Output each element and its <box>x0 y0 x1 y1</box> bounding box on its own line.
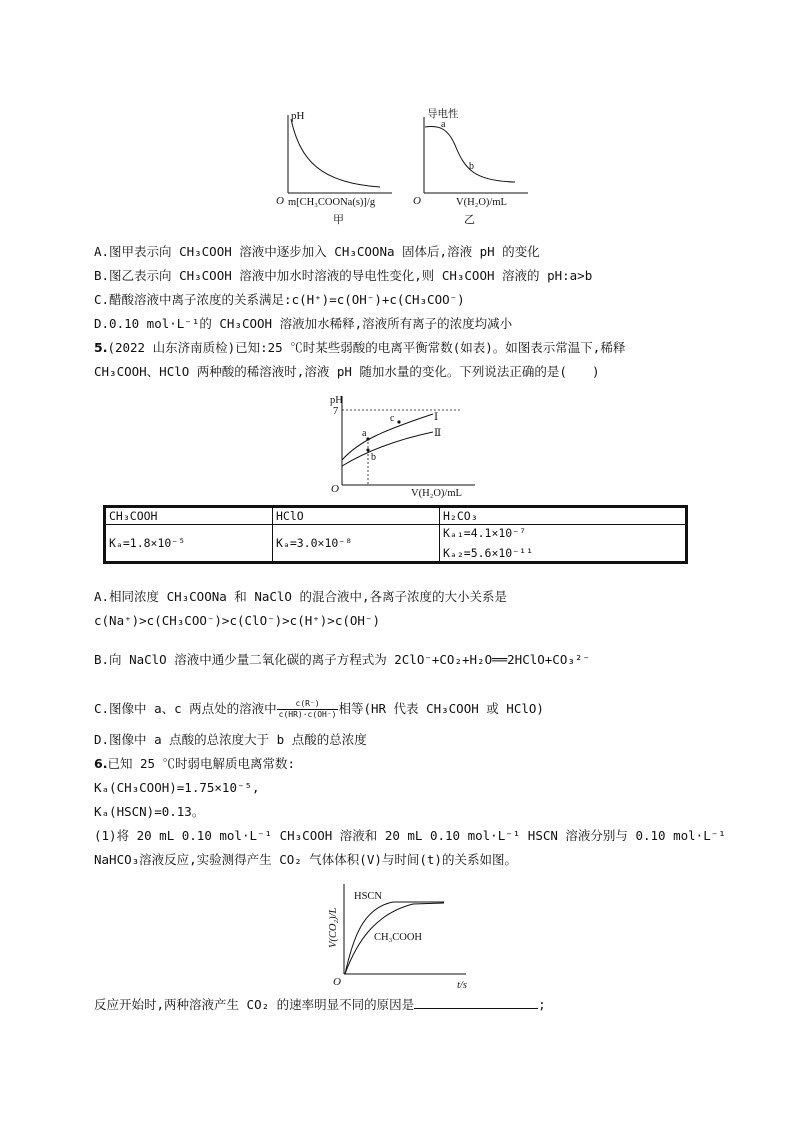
q6-question: 反应开始时,两种溶液产生 CO₂ 的速率明显不同的原因是 <box>94 997 415 1012</box>
jia-ylabel: pH <box>291 110 305 122</box>
q6-part1-line2: NaHCO₃溶液反应,实验测得产生 CO₂ 气体体积(V)与时间(t)的关系如图。 <box>94 852 517 867</box>
point-b <box>366 448 369 451</box>
curve-1 <box>342 414 433 460</box>
q5-curve-2-label: Ⅱ <box>434 428 442 439</box>
q4-option-d: D.0.10 mol·L⁻¹的 CH₃COOH 溶液加水稀释,溶液所有离子的浓度均减小 <box>94 316 513 331</box>
answer-blank[interactable] <box>414 996 538 1009</box>
q4-option-a: A.图甲表示向 CH₃COOH 溶液中逐步加入 CH₃COONa 固体后,溶液 pH 的变化 <box>94 244 540 259</box>
ka2-h2co3: Kₐ₂=5.6×10⁻¹¹ <box>443 546 534 560</box>
q5-option-c-post: 相等(HR 代表 CH₃COOH 或 HClO) <box>338 701 544 716</box>
figure-jia <box>270 105 400 230</box>
q6-ka-ch3cooh: Kₐ(CH₃COOH)=1.75×10⁻⁵, <box>94 780 260 795</box>
yi-curve <box>425 127 515 182</box>
q5-option-c-pre: C.图像中 a、c 两点处的溶液中 <box>94 701 277 716</box>
yi-ylabel: 导电性 <box>427 108 459 120</box>
q5-label-c: c <box>390 413 395 424</box>
q6-ylabel: V(CO₂)/L <box>328 907 339 948</box>
q6-part1-line1: (1)将 20 mL 0.10 mol·L⁻¹ CH₃COOH 溶液和 20 mL 0.10 mol·L⁻¹ HSCN 溶液分别与 0.10 mol·L⁻¹ <box>94 828 726 843</box>
jia-caption: 甲 <box>333 214 344 226</box>
yi-xlabel: V(H₂O)/mL <box>456 197 507 208</box>
fraction <box>277 699 339 720</box>
fraction-numerator: c(R⁻) <box>277 699 339 710</box>
q5-y-tick-7: 7 <box>333 406 339 417</box>
curve-2 <box>342 432 433 466</box>
q6-stem-line <box>94 756 295 772</box>
jia-curve <box>291 119 380 187</box>
jia-origin: O <box>276 195 284 207</box>
yi-point-a: a <box>441 119 446 130</box>
table-header-hclo: HClO <box>273 507 440 525</box>
table-row <box>105 525 687 563</box>
q5-stem-2: CH₃COOH、HClO 两种酸的稀溶液时,溶液 pH 随加水量的变化。下列说法正确的是( ) <box>94 364 600 379</box>
table-header-h2co3: H₂CO₃ <box>440 507 687 525</box>
yi-origin: O <box>413 195 421 207</box>
table-header-ch3cooh: CH₃COOH <box>105 507 273 525</box>
q4-option-b: B.图乙表示向 CH₃COOH 溶液中加水时溶液的导电性变化,则 CH₃COOH 溶液的 pH:a>b <box>94 268 593 283</box>
q4-option-c: C.醋酸溶液中离子浓度的关系满足:c(H⁺)=c(OH⁻)+c(CH₃COO⁻) <box>94 292 465 307</box>
q6-curve-hscn-label: HSCN <box>354 891 383 902</box>
q6-tail: ; <box>538 997 546 1012</box>
ka-ch3cooh: Kₐ=1.8×10⁻⁵ <box>105 525 273 563</box>
q6-question-line <box>94 996 546 1013</box>
ka-table <box>103 505 688 564</box>
q5-option-a-line1: A.相同浓度 CH₃COONa 和 NaClO 的混合液中,各离子浓度的大小关系是 <box>94 589 508 604</box>
point-a <box>366 437 369 440</box>
yi-caption: 乙 <box>464 214 475 226</box>
point-c <box>397 420 400 423</box>
q5-label-b: b <box>371 452 376 463</box>
q5-stem-1: (2022 山东济南质检)已知:25 ℃时某些弱酸的电离平衡常数(如表)。如图表示常温下,稀释 <box>107 340 626 355</box>
q6-number: 6. <box>94 756 108 771</box>
q5-origin: O <box>331 483 339 495</box>
q6-stem: 已知 25 ℃时弱电解质电离常数: <box>107 756 296 771</box>
q5-option-a-line2: c(Na⁺)>c(CH₃COO⁻)>c(ClO⁻)>c(H⁺)>c(OH⁻) <box>94 613 380 628</box>
q5-option-b: B.向 NaClO 溶液中通少量二氧化碳的离子方程式为 2ClO⁻+CO₂+H₂O══2HClO+CO₃²⁻ <box>94 652 590 667</box>
q5-number: 5. <box>94 340 108 355</box>
ka-hclo: Kₐ=3.0×10⁻⁸ <box>273 525 440 563</box>
table-row <box>105 507 687 525</box>
q5-option-c <box>94 699 544 720</box>
q6-ka-hscn: Kₐ(HSCN)=0.13。 <box>94 804 205 819</box>
q5-curve-1-label: Ⅰ <box>434 412 439 423</box>
q6-origin: O <box>333 976 341 988</box>
q5-stem-line1 <box>94 340 625 356</box>
ka1-h2co3: Kₐ₁=4.1×10⁻⁷ <box>443 526 527 540</box>
figure-yi <box>410 105 540 230</box>
ka-h2co3-cell <box>440 525 687 563</box>
q6-xlabel: t/s <box>457 980 467 990</box>
q5-ylabel: pH <box>330 395 343 406</box>
q5-chart <box>325 390 495 500</box>
q6-curve-ch3cooh-label: CH₃COOH <box>374 932 422 943</box>
yi-point-b: b <box>469 161 474 172</box>
q5-label-a: a <box>362 428 367 439</box>
q6-chart <box>318 878 478 990</box>
jia-xlabel: m[CH₃COONa(s)]/g <box>288 197 376 208</box>
fraction-denominator: c(HR)·c(OH⁻) <box>278 710 337 719</box>
q5-option-d: D.图像中 a 点酸的总浓度大于 b 点酸的总浓度 <box>94 732 367 747</box>
q5-xlabel: V(H₂O)/mL <box>411 488 462 499</box>
